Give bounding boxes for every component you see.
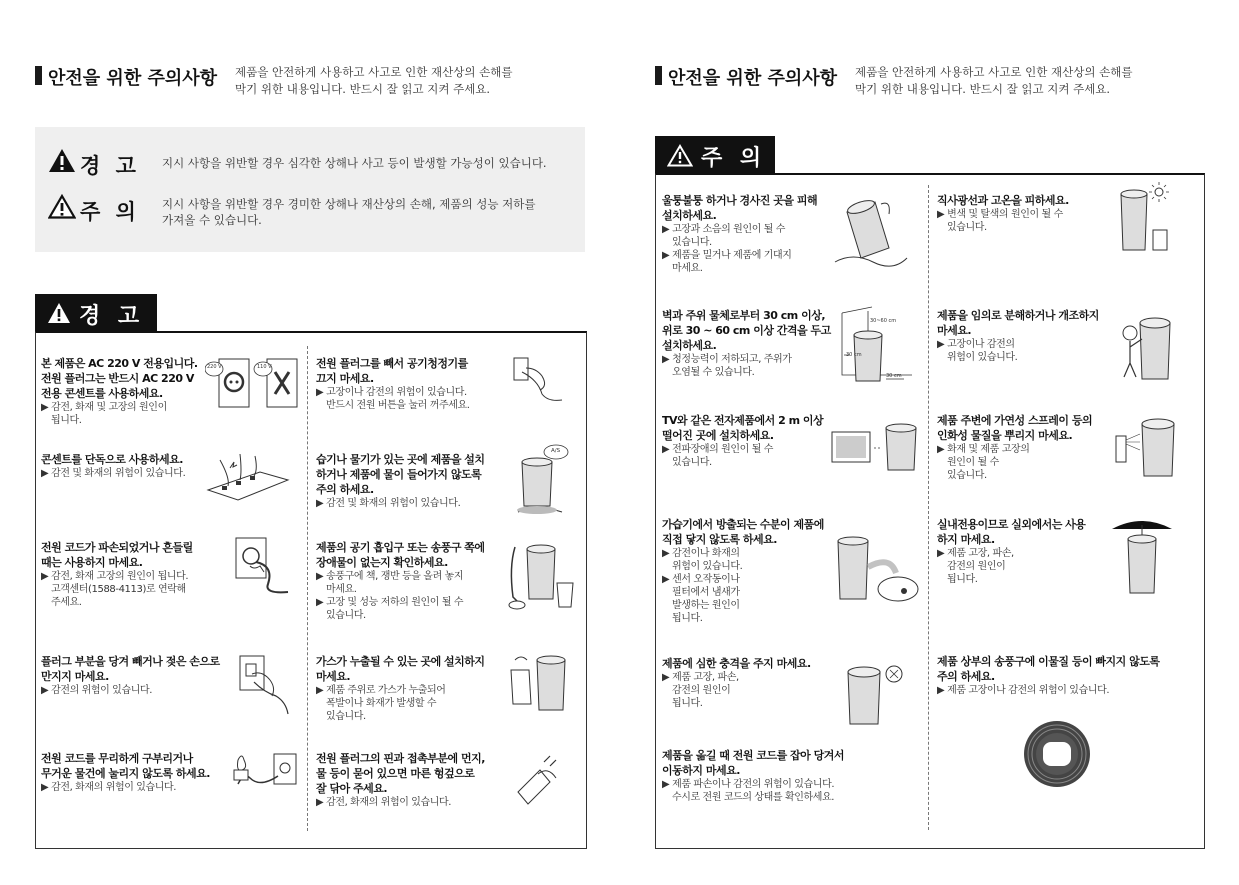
item-bullet-line: ▶ 제품 고장, 파손, (937, 548, 1014, 559)
header-desc-right-2: 막기 위한 내용입니다. 반드시 잘 읽고 지켜 주세요. (855, 82, 1111, 96)
item-bullet-line: ▶ 청정능력이 저하되고, 주위가 (662, 354, 792, 365)
item-title-line: 제품을 임의로 분해하거나 개조하지 (937, 309, 1099, 322)
item-title-line: 떨어진 곳에 설치하세요. (662, 429, 774, 442)
item-title-line: 플러그 부분을 당겨 빼거나 젖은 손으로 (41, 655, 220, 668)
warning-item (41, 540, 231, 609)
item-title-line: 전원 플러그의 핀과 접촉부분에 먼지, (316, 752, 485, 765)
uneven-floor-illustration (833, 192, 908, 267)
warning-definition: 지시 사항을 위반할 경우 심각한 상해나 사고 등이 발생할 가능성이 있습니다. (162, 156, 547, 170)
item-bullet-line: ▶ 제품 주위로 가스가 누출되어 (316, 685, 446, 696)
tv-distance-illustration (830, 418, 920, 473)
item-bullet-line: ▶ 감전, 화재의 위험이 있습니다. (41, 782, 177, 793)
item-bullet-line: 위험이 있습니다. (672, 561, 743, 572)
spray-illustration (1112, 410, 1180, 480)
item-title-line: 마세요. (316, 670, 351, 683)
unplug-hand-illustration (508, 354, 568, 404)
definitions-box (35, 127, 585, 252)
warning-item (41, 654, 231, 697)
item-bullet-line: ▶ 감전 및 화재의 위험이 있습니다. (41, 468, 186, 479)
item-bullet-line: 있습니다. (326, 610, 366, 621)
item-title-line: 제품을 옮길 때 전원 코드를 잡아 당겨서 (662, 749, 844, 762)
item-bullet-line: 필터에서 냄새가 (672, 587, 740, 598)
item-bullet-line: 수시로 전원 코드의 상태를 확인하세요. (672, 792, 835, 803)
obstruction-illustration (505, 537, 577, 615)
item-title-line: 잘 닦아 주세요. (316, 782, 388, 795)
item-title-line: TV와 같은 전자제품에서 2 m 이상 (662, 414, 824, 427)
caution-item (937, 308, 1117, 364)
item-bullet-line: ▶ 센서 오작동이나 (662, 574, 740, 585)
header-bar-left (35, 66, 42, 85)
clearance-front-label: 30 cm (886, 373, 902, 379)
item-bullet-line: 원인이 될 수 (947, 457, 999, 468)
item-title-line: 위로 30 ~ 60 cm 이상 간격을 두고 (662, 324, 831, 337)
item-title-line: 인화성 물질을 뿌리지 마세요. (937, 429, 1073, 442)
item-bullet-line: ▶ 감전, 화재 및 고장의 원인이 (41, 402, 167, 413)
item-bullet-line: ▶ 고장 및 성능 저하의 원인이 될 수 (316, 597, 464, 608)
caution-definition-2: 가져올 수 있습니다. (162, 213, 262, 227)
caution-item (662, 308, 842, 379)
header-bar-right (655, 66, 662, 85)
warning-item (316, 540, 501, 622)
item-bullet-line: 오염될 수 있습니다. (672, 367, 755, 378)
item-bullet-line: 감전의 원인이 (947, 561, 1006, 572)
item-title-line: 무거운 물건에 눌리지 않도록 하세요. (41, 767, 210, 780)
caution-item (662, 517, 842, 625)
plug-110v-label: 110 V (257, 364, 272, 370)
clean-plug-illustration (510, 752, 570, 807)
item-title-line: 전원 코드가 파손되었거나 흔들릴 (41, 541, 193, 554)
warning-triangle-icon (48, 148, 76, 173)
wet-purifier-illustration (512, 444, 572, 519)
item-bullet-line: ▶ 고장이나 감전의 (937, 339, 1015, 350)
page-title-left: 안전을 위한 주의사항 (48, 68, 218, 89)
outdoor-rain-illustration (1110, 515, 1175, 595)
bent-cord-illustration (230, 748, 300, 798)
item-bullet-line: ▶ 화재 및 제품 고장의 (937, 444, 1030, 455)
header-desc-left-2: 막기 위한 내용입니다. 반드시 잘 읽고 지켜 주세요. (235, 82, 491, 96)
caution-definition-1: 지시 사항을 위반할 경우 경미한 상해나 재산상의 손해, 제품의 성능 저하를 (162, 197, 536, 211)
caution-item (662, 656, 842, 710)
item-title-line: 제품에 심한 충격을 주지 마세요. (662, 657, 811, 670)
item-bullet-line: 폭발이나 화재가 발생할 수 (326, 698, 437, 709)
item-title-line: 직사광선과 고온을 피하세요. (937, 194, 1069, 207)
gas-leak-illustration (505, 648, 577, 718)
item-bullet-line: 위험이 있습니다. (947, 352, 1018, 363)
item-title-line: 본 제품은 AC 220 V 전용입니다. (41, 357, 198, 370)
item-title-line: 설치하세요. (662, 339, 717, 352)
item-title-line: 습기나 물기가 있는 곳에 제품을 설치 (316, 453, 485, 466)
multi-tap-illustration (200, 450, 295, 505)
item-title-line: 가습기에서 방출되는 수분이 제품에 (662, 518, 824, 531)
item-bullet-line: 있습니다. (672, 237, 712, 248)
item-bullet-line: 됩니다. (672, 613, 703, 624)
caution-tab (655, 136, 775, 174)
caution-item (937, 517, 1117, 586)
warning-item (41, 356, 216, 427)
sunlight-illustration (1117, 180, 1172, 255)
item-title-line: 가스가 누출될 수 있는 곳에 설치하지 (316, 655, 485, 668)
item-bullet-line: ▶ 감전, 화재 고장의 원인이 됩니다. (41, 571, 189, 582)
item-bullet-line: 있습니다. (947, 222, 987, 233)
damaged-cord-illustration (228, 536, 298, 596)
item-bullet-line: 마세요. (326, 584, 357, 595)
caution-item (937, 654, 1192, 697)
warning-tab-label: 경 고 (79, 304, 145, 329)
item-bullet-line: 됩니다. (51, 415, 82, 426)
item-title-line: 울퉁불퉁 하거나 경사진 곳을 피해 (662, 194, 818, 207)
warning-item (316, 751, 501, 809)
item-title-line: 주의 하세요. (937, 670, 995, 683)
caution-item (937, 193, 1117, 234)
item-title-line: 끄지 마세요. (316, 372, 374, 385)
item-title-line: 전용 콘센트를 사용하세요. (41, 387, 163, 400)
item-title-line: 제품 상부의 송풍구에 이물질 등이 빠지지 않도록 (937, 655, 1160, 668)
item-bullet-line: 있습니다. (947, 470, 987, 481)
impact-illustration (834, 660, 909, 728)
item-bullet-line: 감전의 원인이 (672, 685, 731, 696)
item-bullet-line: 마세요. (672, 263, 703, 274)
caution-tab-label: 주 의 (701, 146, 767, 171)
header-desc-right-1: 제품을 안전하게 사용하고 사고로 인한 재산상의 손해를 (855, 65, 1133, 79)
as-badge-label: A/S (551, 448, 561, 454)
item-title-line: 제품 주변에 가연성 스프레이 등의 (937, 414, 1093, 427)
item-bullet-line: 있습니다. (672, 457, 712, 468)
item-title-line: 이동하지 마세요. (662, 764, 740, 777)
item-bullet-line: ▶ 제품 고장이나 감전의 위험이 있습니다. (937, 685, 1110, 696)
item-title-line: 만지지 마세요. (41, 670, 109, 683)
warning-item (316, 654, 501, 723)
caution-divider (928, 185, 929, 830)
item-bullet-line: ▶ 제품 파손이나 감전의 위험이 있습니다. (662, 779, 835, 790)
item-title-line: 마세요. (937, 324, 972, 337)
item-bullet-line: ▶ 전파장애의 원인이 될 수 (662, 444, 774, 455)
clearance-top-label: 30~60 cm (870, 318, 897, 324)
item-bullet-line: 됩니다. (672, 698, 703, 709)
caution-item (662, 748, 872, 804)
item-bullet-line: ▶ 변색 및 탈색의 원인이 될 수 (937, 209, 1063, 220)
item-title-line: 하지 마세요. (937, 533, 995, 546)
item-title-line: 전원 플러그를 빼서 공기청정기를 (316, 357, 468, 370)
item-bullet-line: 주세요. (51, 597, 82, 608)
item-title-line: 설치하세요. (662, 209, 717, 222)
item-title-line: 콘센트를 단독으로 사용하세요. (41, 453, 183, 466)
item-title-line: 장애물이 없는지 확인하세요. (316, 556, 448, 569)
item-bullet-line: ▶ 고장이나 감전의 위험이 있습니다. (316, 387, 467, 398)
item-bullet-line: ▶ 고장과 소음의 원인이 될 수 (662, 224, 786, 235)
plug-220v-label: 220 V (207, 364, 222, 370)
humidifier-illustration (832, 533, 922, 605)
top-vent-illustration (1023, 720, 1091, 788)
warning-tab-icon (47, 302, 71, 324)
warning-divider (307, 346, 308, 831)
item-bullet-line: 고객센터(1588-4113)로 연락해 (51, 584, 186, 595)
item-bullet-line: 발생하는 원인이 (672, 600, 740, 611)
caution-item (662, 193, 842, 275)
item-title-line: 제품의 공기 흡입구 또는 송풍구 쪽에 (316, 541, 485, 554)
item-bullet-line: 반드시 전원 버튼을 눌러 꺼주세요. (326, 400, 470, 411)
item-bullet-line: ▶ 제품 고장, 파손, (662, 672, 739, 683)
item-bullet-line: ▶ 감전이나 화재의 (662, 548, 740, 559)
caution-item (662, 413, 842, 469)
caution-triangle-icon (48, 194, 76, 219)
item-bullet-line: ▶ 제품을 밀거나 제품에 기대지 (662, 250, 792, 261)
item-title-line: 직접 닿지 않도록 하세요. (662, 533, 777, 546)
page-title-right: 안전을 위한 주의사항 (668, 68, 838, 89)
item-title-line: 벽과 주위 물체로부터 30 cm 이상, (662, 309, 826, 322)
caution-tab-icon (667, 144, 693, 167)
wet-hand-plug-illustration (234, 652, 294, 717)
warning-item (41, 452, 216, 480)
item-title-line: 때는 사용하지 마세요. (41, 556, 143, 569)
item-bullet-line: ▶ 감전, 화재의 위험이 있습니다. (316, 797, 452, 808)
item-title-line: 하거나 제품에 물이 들어가지 않도록 (316, 468, 482, 481)
item-title-line: 주의 하세요. (316, 483, 374, 496)
warning-tab (35, 294, 157, 332)
item-bullet-line: ▶ 감전의 위험이 있습니다. (41, 685, 153, 696)
item-title-line: 전원 코드를 무리하게 구부리거나 (41, 752, 193, 765)
warning-item (41, 751, 231, 794)
warning-item (316, 452, 501, 510)
item-bullet-line: 있습니다. (326, 711, 366, 722)
header-desc-left-1: 제품을 안전하게 사용하고 사고로 인한 재산상의 손해를 (235, 65, 513, 79)
item-title-line: 물 등이 묻어 있으면 마른 헝겊으로 (316, 767, 475, 780)
clearance-side-label: 30 cm (846, 352, 862, 358)
item-bullet-line: 됩니다. (947, 574, 978, 585)
item-bullet-line: ▶ 감전 및 화재의 위험이 있습니다. (316, 498, 461, 509)
warning-label: 경 고 (80, 154, 140, 178)
item-title-line: 전원 플러그는 반드시 AC 220 V (41, 372, 194, 385)
disassembly-illustration (1114, 305, 1179, 383)
item-bullet-line: ▶ 송풍구에 책, 쟁반 등을 올려 놓지 (316, 571, 464, 582)
caution-label: 주 의 (80, 200, 140, 224)
item-title-line: 실내전용이므로 실외에서는 사용 (937, 518, 1086, 531)
warning-item (316, 356, 496, 412)
caution-item (937, 413, 1117, 482)
